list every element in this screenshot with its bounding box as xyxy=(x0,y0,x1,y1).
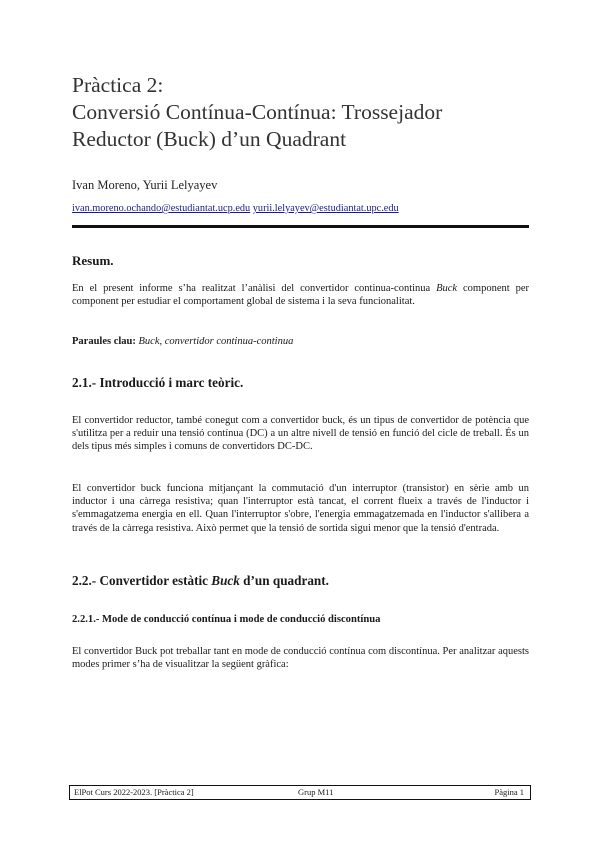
subsection-heading: 2.2.1.- Mode de conducció contínua i mode de conducció discontínua xyxy=(72,614,381,625)
intro-paragraph-1: El convertidor reductor, també conegut com a convertidor buck, és un tipus de convertidor de potència que s'utilitza per a reduir una tensió contínua (DC) a un altre nivell de tensió en funció del cicle de treball. És un dels tipus més simples i comuns de convertidors DC-DC. xyxy=(72,415,529,453)
abstract-text-start: En el present informe s’ha realitzat l’anàlisi del convertidor continua-continua xyxy=(72,283,437,294)
abstract-text xyxy=(72,282,529,308)
authors: Ivan Moreno, Yurii Lelyayev xyxy=(72,178,218,192)
abstract-text-italic: Buck xyxy=(436,283,458,294)
subsection-paragraph: El convertidor Buck pot treballar tant en mode de conducció contínua com discontínua. Per analitzar aquests modes primer s’ha de visualitzar la següent gràfica: xyxy=(72,646,529,671)
title-line-3: Reductor (Buck) d’un Quadrant xyxy=(72,127,347,151)
page-footer xyxy=(69,785,531,800)
keywords xyxy=(72,335,529,348)
header-divider xyxy=(72,225,529,228)
title-line-2: Conversió Contínua-Contínua: Trossejador xyxy=(72,100,443,124)
author-emails xyxy=(72,203,399,214)
email-link-2[interactable]: yurii.lelyayev@estudiantat.upc.edu xyxy=(252,203,399,214)
abstract-heading: Resum. xyxy=(72,253,114,268)
section-heading-buck-italic: Buck xyxy=(211,573,240,588)
keywords-label: Paraules clau: xyxy=(72,336,136,347)
intro-paragraph-2: El convertidor buck funciona mitjançant la commutació d'un interruptor (transistor) en sèrie amb un inductor i una càrrega resistiva; quan l'interruptor està tancat, el corrent flueix a través de l'inductor i s'emmagatzema energia en ell. Quan l'interruptor s'obre, l'energia emmagatzemada en l'inductor s'allibera a través de la càrrega resistiva. Això permet que la tensió de sortida sigui menor que la tensió d'entrada. xyxy=(72,483,529,534)
section-heading-buck-end: d’un quadrant. xyxy=(239,573,329,588)
section-heading-buck-start: 2.2.- Convertidor estàtic xyxy=(72,573,212,588)
section-heading-buck xyxy=(72,573,329,589)
keywords-value: Buck, convertidor continua-continua xyxy=(138,336,294,347)
title-line-1: Pràctica 2: xyxy=(72,73,164,97)
footer-course: ElPot Curs 2022-2023. [Pràctica 2] xyxy=(74,787,194,797)
section-heading-intro: 2.1.- Introducció i marc teòric. xyxy=(72,375,244,390)
email-link-1[interactable]: ivan.moreno.ochando@estudiantat.ucp.edu xyxy=(72,203,251,214)
footer-page-number: Pàgina 1 xyxy=(494,787,524,797)
abstract-text-end: component per component per estudiar el comportament global de sistema i la seva funcionalitat. xyxy=(72,283,529,308)
paper-title xyxy=(72,72,442,153)
footer-group: Grup M11 xyxy=(298,787,334,797)
